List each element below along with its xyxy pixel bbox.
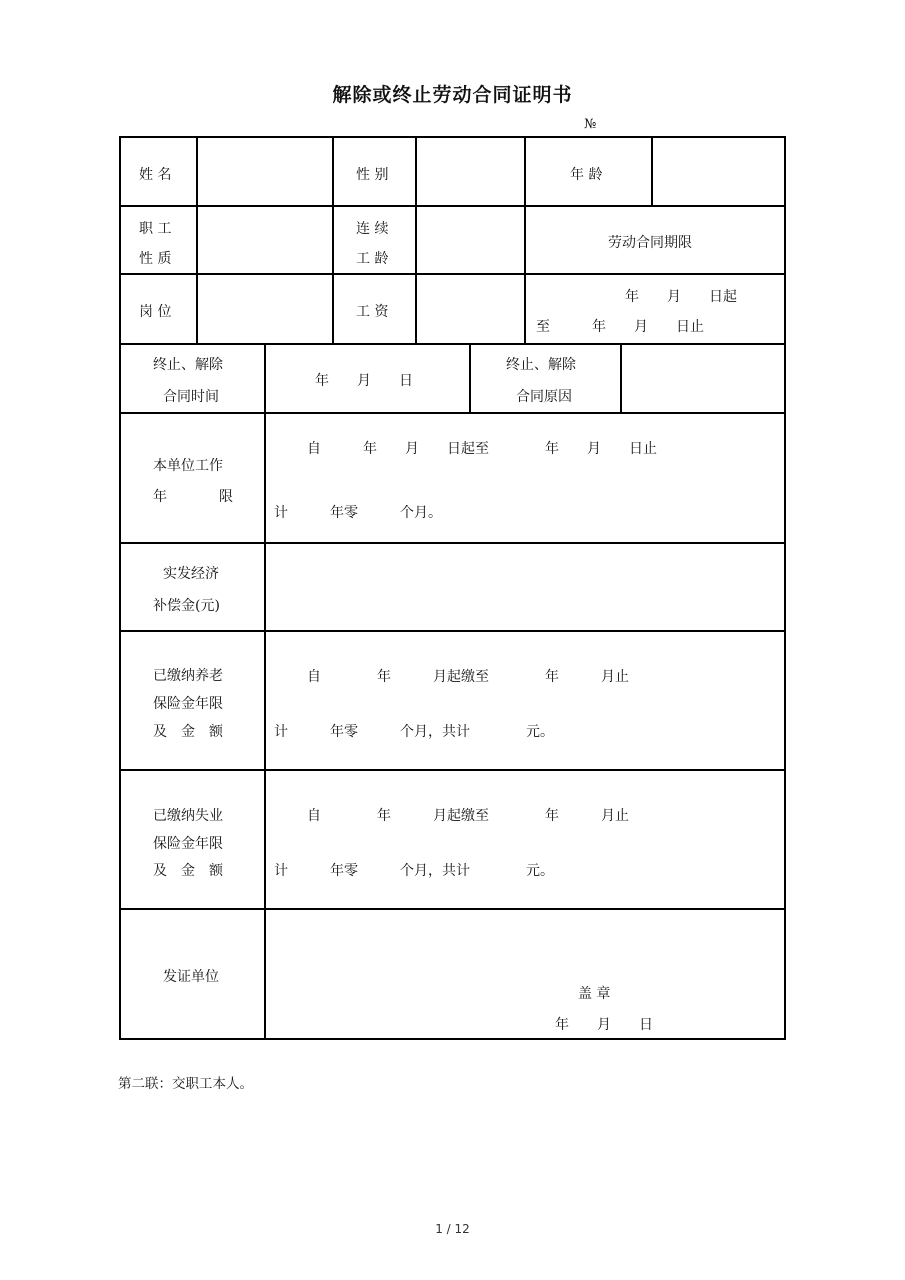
seal-date: 年 月 日: [555, 1017, 653, 1033]
label-work-years-line2b: 限: [219, 489, 233, 505]
label-contract-term: 劳动合同期限: [608, 235, 692, 251]
label-seniority-line2: 工 龄: [356, 251, 389, 267]
document-number-label: №: [584, 117, 597, 132]
copy-note: 第二联：交职工本人。: [118, 1076, 253, 1092]
label-pension-line1: 已缴纳养老: [153, 668, 223, 684]
label-end-reason-line1: 终止、解除: [506, 357, 576, 373]
label-issuer: 发证单位: [163, 969, 219, 985]
contract-term-from: 年 月 日起: [625, 289, 737, 305]
label-work-years-line1: 本单位工作: [153, 458, 223, 474]
pension-total: 计 年零 个月，共计 元。: [274, 724, 554, 740]
label-staff-type-line1: 职 工: [139, 221, 172, 237]
label-name: 姓 名: [139, 167, 172, 183]
end-time-value: 年 月 日: [315, 373, 413, 389]
label-unemployment-line2: 保险金年限: [153, 836, 223, 852]
label-end-time-line2: 合同时间: [163, 389, 219, 405]
label-end-time-line1: 终止、解除: [153, 357, 223, 373]
work-years-period: 自 年 月 日起至 年 月 日止: [307, 441, 657, 457]
label-unemployment-line1: 已缴纳失业: [153, 808, 223, 824]
label-compensation-line1: 实发经济: [163, 566, 219, 582]
label-end-reason-line2: 合同原因: [516, 389, 572, 405]
page-indicator: 1 / 12: [435, 1222, 470, 1236]
document-title: 解除或终止劳动合同证明书: [332, 84, 573, 106]
contract-term-to: 至 年 月 日止: [536, 319, 704, 335]
label-work-years-line2a: 年: [153, 489, 167, 505]
label-pension-line2: 保险金年限: [153, 696, 223, 712]
label-age: 年 龄: [570, 167, 603, 183]
label-gender: 性 别: [356, 167, 389, 183]
unemployment-total: 计 年零 个月，共计 元。: [274, 863, 554, 879]
label-seniority-line1: 连 续: [356, 221, 389, 237]
label-position: 岗 位: [139, 304, 172, 320]
label-staff-type-line2: 性 质: [139, 251, 172, 267]
label-unemployment-line3: 及 金 额: [153, 863, 223, 879]
seal-label: 盖 章: [578, 986, 611, 1002]
label-wage: 工 资: [356, 304, 389, 320]
unemployment-period: 自 年 月起缴至 年 月止: [307, 808, 629, 824]
label-compensation-line2: 补偿金(元): [153, 598, 220, 614]
pension-period: 自 年 月起缴至 年 月止: [307, 669, 629, 685]
label-pension-line3: 及 金 额: [153, 724, 223, 740]
work-years-total: 计 年零 个月。: [274, 505, 442, 521]
